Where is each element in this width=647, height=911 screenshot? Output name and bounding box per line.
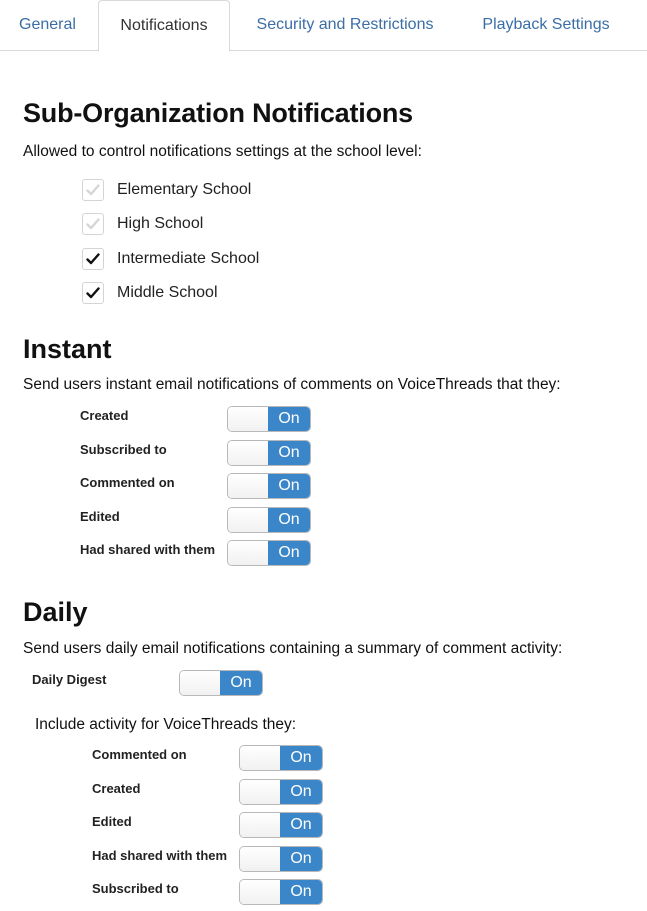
toggle-state: On bbox=[268, 508, 310, 532]
toggle-knob bbox=[240, 746, 280, 770]
daily-toggle-commented-on[interactable] bbox=[239, 745, 323, 771]
toggle-knob bbox=[240, 780, 280, 804]
instant-label-subscribed-to: Subscribed to bbox=[80, 442, 167, 457]
toggle-state: On bbox=[268, 474, 310, 498]
daily-toggle-had-shared-with-them[interactable] bbox=[239, 846, 323, 872]
instant-description: Send users instant email notifications of comments on VoiceThreads that they: bbox=[23, 376, 561, 393]
toggle-knob bbox=[228, 474, 268, 498]
checkbox-middle-school[interactable] bbox=[82, 282, 104, 304]
daily-toggle-created[interactable] bbox=[239, 779, 323, 805]
daily-toggle-edited[interactable] bbox=[239, 812, 323, 838]
toggle-state: On bbox=[268, 541, 310, 565]
checkmark-icon bbox=[86, 286, 100, 300]
toggle-knob bbox=[228, 508, 268, 532]
daily-toggle-subscribed-to[interactable] bbox=[239, 879, 323, 905]
daily-label-edited: Edited bbox=[92, 814, 132, 829]
toggle-state: On bbox=[280, 880, 322, 904]
instant-toggle-commented-on[interactable] bbox=[227, 473, 311, 499]
checkbox-label-high-school: High School bbox=[117, 215, 204, 232]
instant-toggle-subscribed-to[interactable] bbox=[227, 440, 311, 466]
toggle-knob bbox=[228, 407, 268, 431]
instant-toggle-had-shared-with-them[interactable] bbox=[227, 540, 311, 566]
daily-label-commented-on: Commented on bbox=[92, 747, 187, 762]
daily-description: Send users daily email notifications containing a summary of comment activity: bbox=[23, 640, 563, 657]
toggle-knob bbox=[240, 847, 280, 871]
instant-label-created: Created bbox=[80, 408, 129, 423]
tab-general[interactable]: General bbox=[19, 16, 76, 33]
instant-label-edited: Edited bbox=[80, 509, 120, 524]
tab-notifications[interactable]: Notifications bbox=[98, 0, 230, 52]
toggle-state: On bbox=[280, 746, 322, 770]
checkmark-icon bbox=[86, 252, 100, 266]
settings-tabbar bbox=[0, 0, 647, 51]
toggle-state: On bbox=[220, 671, 262, 695]
checkbox-label-intermediate-school: Intermediate School bbox=[117, 250, 260, 267]
toggle-knob bbox=[180, 671, 220, 695]
instant-label-commented-on: Commented on bbox=[80, 475, 175, 490]
instant-toggle-created[interactable] bbox=[227, 406, 311, 432]
checkbox-label-elementary-school: Elementary School bbox=[117, 181, 252, 198]
toggle-state: On bbox=[280, 813, 322, 837]
section-title-instant: Instant bbox=[23, 334, 112, 364]
section-title-daily: Daily bbox=[23, 597, 88, 627]
toggle-knob bbox=[228, 541, 268, 565]
checkbox-intermediate-school[interactable] bbox=[82, 248, 104, 270]
toggle-state: On bbox=[268, 407, 310, 431]
toggle-state: On bbox=[280, 847, 322, 871]
tab-security-and-restrictions[interactable]: Security and Restrictions bbox=[256, 16, 434, 33]
instant-toggle-edited[interactable] bbox=[227, 507, 311, 533]
toggle-state: On bbox=[268, 441, 310, 465]
toggle-state: On bbox=[280, 780, 322, 804]
checkbox-high-school[interactable] bbox=[82, 213, 104, 235]
sub-organization-description: Allowed to control notifications settings at the school level: bbox=[23, 143, 422, 160]
checkmark-icon bbox=[86, 217, 100, 231]
daily-label-subscribed-to: Subscribed to bbox=[92, 881, 179, 896]
daily-digest-toggle[interactable] bbox=[179, 670, 263, 696]
tab-playback-settings[interactable]: Playback Settings bbox=[482, 16, 610, 33]
instant-label-had-shared-with-them: Had shared with them bbox=[80, 542, 216, 557]
checkmark-icon bbox=[86, 183, 100, 197]
checkbox-elementary-school[interactable] bbox=[82, 179, 104, 201]
toggle-knob bbox=[228, 441, 268, 465]
include-activity-title: Include activity for VoiceThreads they: bbox=[35, 716, 297, 733]
daily-label-created: Created bbox=[92, 781, 141, 796]
toggle-knob bbox=[240, 880, 280, 904]
toggle-knob bbox=[240, 813, 280, 837]
checkbox-label-middle-school: Middle School bbox=[117, 284, 218, 301]
daily-digest-label: Daily Digest bbox=[32, 672, 107, 687]
section-title-sub-organization: Sub-Organization Notifications bbox=[23, 98, 413, 128]
daily-label-had-shared-with-them: Had shared with them bbox=[92, 848, 228, 863]
